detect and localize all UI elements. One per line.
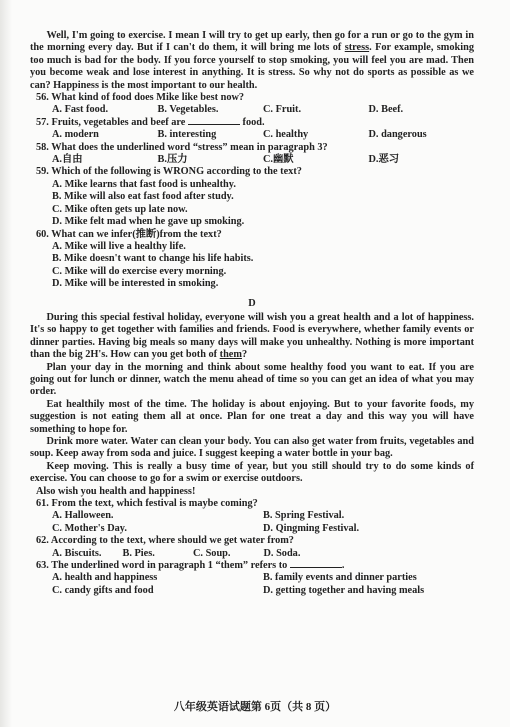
question-57-options (30, 129, 474, 141)
option: A. Mike learns that fast food is unhealthy. (52, 178, 236, 190)
option: A. modern (52, 129, 99, 141)
question-56-options (30, 104, 474, 116)
option: A. Biscuits. (52, 547, 102, 559)
section-heading-d: D (248, 297, 256, 309)
question-60: 60. What can we infer(推断)from the text? (36, 228, 222, 240)
question-57: 57. Fruits, vegetables and beef are food. (36, 116, 265, 128)
option: D. dangerous (368, 129, 427, 141)
question-61-options-row-2 (30, 523, 474, 535)
option: B. Pies. (122, 547, 155, 559)
option: D.恶习 (368, 154, 400, 166)
option: B. interesting (157, 129, 217, 141)
option: D. Soda. (263, 547, 301, 559)
answer-blank (290, 567, 342, 568)
option: B. Spring Festival. (263, 510, 345, 522)
option: B.压力 (157, 154, 188, 166)
question-56: 56. What kind of food does Mike like best now? (36, 92, 245, 104)
passage-d-paragraph-5: Keep moving. This is really a busy time of year, but you still should try to do some kinds of exercise. You can choose to go for a swim or exercise outdoors. (30, 460, 474, 485)
option: C. candy gifts and food (52, 584, 154, 596)
option: D. Beef. (368, 104, 404, 116)
option: C. healthy (263, 129, 309, 141)
page-footer: 八年级英语试题第 6页（共 8 页） (173, 700, 337, 713)
option: D. Mike will be interested in smoking. (52, 278, 219, 290)
option: C. Fruit. (263, 104, 302, 116)
option: B. family events and dinner parties (263, 572, 417, 584)
option: D. Qingming Festival. (263, 522, 360, 534)
passage-d-paragraph-2: Plan your day in the morning and think about some healthy food you want to eat. If you are going out for lunch or dinner, watch the menu ahead of time so you can get an idea of what you may order. (30, 361, 474, 398)
question-63-options (30, 572, 474, 584)
option: C.幽默 (263, 154, 294, 166)
question-61: 61. From the text, which festival is maybe coming? (36, 498, 258, 510)
question-62: 62. According to the text, where should we get water from? (36, 535, 294, 547)
option: A. Halloween. (52, 510, 114, 522)
underlined-word-them: them (219, 349, 242, 361)
option: C. Mike will do exercise every morning. (52, 265, 227, 277)
passage-d-paragraph-1: During this special festival holiday, everyone will wish you a great health and a lot of happiness. It's so happy to get together with families and friends. Food is everywhere, whether family events or dinner parties. Having big meals so many days will make you unhealthy. Nothing is more important than the big 2H's. How can you get both of them? (30, 311, 474, 361)
passage-d-paragraph-3: Eat healthily most of the time. The holiday is about enjoying. But to your favorite foods, my suggestion is not eating them all at once. Plan for one treat a day and this way you will have something to hope for. (30, 398, 474, 435)
question-58: 58. What does the underlined word “stress” mean in paragraph 3? (36, 141, 328, 153)
option: C. Mother's Day. (52, 522, 127, 534)
question-58-options (30, 154, 474, 166)
option: D. getting together and having meals (263, 584, 425, 596)
option: B. Mike doesn't want to change his life habits. (52, 253, 254, 265)
option: A. Mike will live a healthy life. (52, 240, 186, 252)
option: A. Fast food. (52, 104, 109, 116)
option: A. health and happiness (52, 572, 158, 584)
option: C. Mike often gets up late now. (52, 203, 188, 215)
question-63: 63. The underlined word in paragraph 1 “them” refers to . (36, 560, 345, 572)
answer-blank (188, 124, 240, 125)
option: A.自由 (52, 154, 83, 166)
passage-c-paragraph: Well, I'm going to exercise. I mean I will try to get up early, then go for a run or go to the gym in the morning every day. But if I can't do them, it will bring me lots of stress. For example, smoking too much is bad for the body. If you force yourself to stop smoking, you will feel you are mad. Then you become weak and lose interest in anything. It is stress. So why not do sports as possible as we can? Happiness is the most important to our health. (30, 30, 474, 91)
question-61-options (30, 510, 474, 522)
passage-d-paragraph-4: Drink more water. Water can clean your body. You can also get water from fruits, vegetables and soup. Keep away from soda and juice. I suggest keeping a water bottle in your bag. (30, 436, 474, 460)
option: B. Mike will also eat fast food after study. (52, 191, 234, 203)
question-59: 59. Which of the following is WRONG according to the text? (36, 166, 302, 178)
question-63-options-row-2 (30, 585, 474, 597)
passage-d-closing: Also wish you health and happiness! (36, 485, 196, 497)
option: C. Soup. (193, 547, 231, 559)
underlined-word-stress: stress (344, 42, 370, 54)
question-62-options (30, 548, 474, 560)
page-fold-shadow (0, 0, 12, 727)
option: D. Mike felt mad when he gave up smoking. (52, 216, 245, 228)
option: B. Vegetables. (157, 104, 219, 116)
